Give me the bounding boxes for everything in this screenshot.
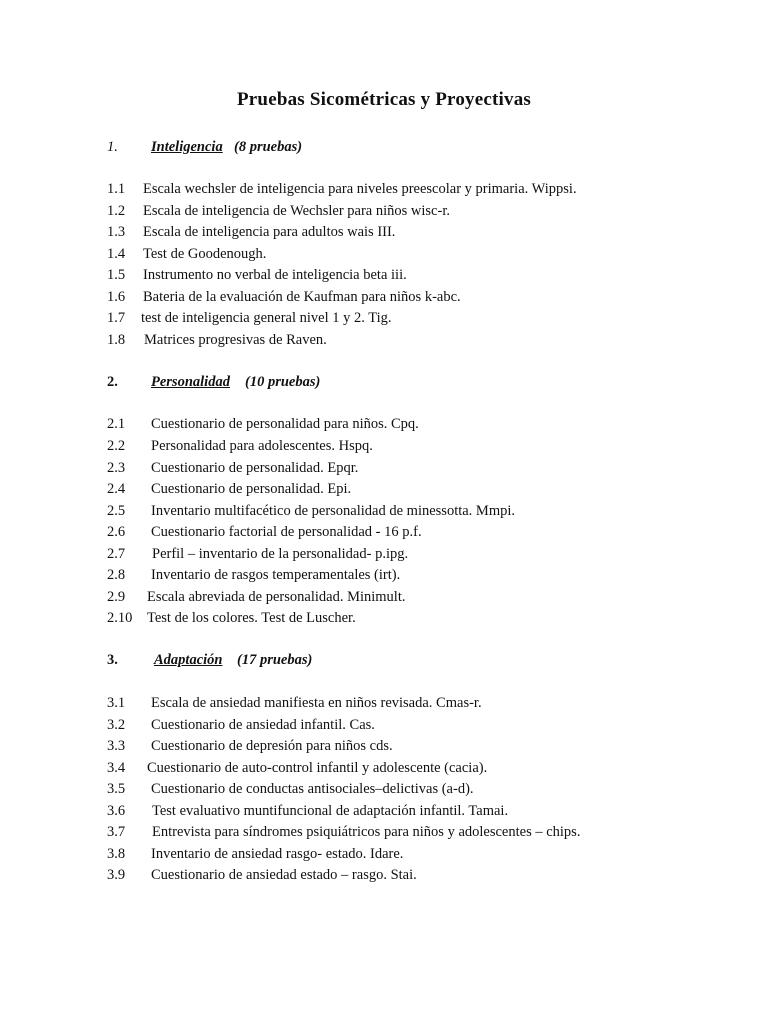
section-name: Inteligencia [151, 139, 223, 155]
section-count: (17 pruebas) [237, 652, 313, 668]
item-number: 2.9 [107, 589, 126, 605]
section-name: Adaptación [154, 652, 223, 668]
item-text: Escala de ansiedad manifiesta en niños revisada. Cmas-r. [151, 695, 482, 711]
item-text: Bateria de la evaluación de Kaufman para niños k-abc. [143, 289, 461, 305]
item-number: 3.9 [107, 867, 126, 883]
item-number: 2.4 [107, 481, 126, 497]
section-count: (10 pruebas) [245, 374, 321, 390]
item-number: 2.2 [107, 438, 126, 454]
item-number: 3.6 [107, 803, 126, 819]
item-number: 2.3 [107, 460, 126, 476]
item-number: 3.2 [107, 717, 126, 733]
item-text: Cuestionario de ansiedad infantil. Cas. [151, 717, 375, 733]
section-heading-inteligencia [107, 139, 303, 156]
item-number: 2.10 [107, 610, 133, 626]
item-number: 2.5 [107, 503, 126, 519]
item-number: 3.1 [107, 695, 126, 711]
item-number: 1.3 [107, 224, 126, 240]
item-number: 3.3 [107, 738, 126, 754]
item-text: Cuestionario de conductas antisociales–delictivas (a-d). [151, 781, 474, 797]
item-number: 2.1 [107, 416, 126, 432]
item-text: Cuestionario de ansiedad estado – rasgo. Stai. [151, 867, 417, 883]
item-number: 3.7 [107, 824, 126, 840]
item-text: Test evaluativo muntifuncional de adaptación infantil. Tamai. [152, 803, 509, 819]
item-number: 2.8 [107, 567, 126, 583]
item-text: Entrevista para síndromes psiquiátricos para niños y adolescentes – chips. [152, 824, 581, 840]
item-number: 2.7 [107, 546, 126, 562]
section-number: 2. [107, 374, 118, 390]
section-heading-personalidad [107, 374, 321, 391]
section-heading-adaptacion [107, 652, 313, 669]
section-name: Personalidad [151, 374, 230, 390]
item-text: Escala de inteligencia de Wechsler para niños wisc-r. [143, 203, 450, 219]
item-text: Cuestionario de personalidad. Epqr. [151, 460, 359, 476]
item-text: Cuestionario de personalidad para niños. Cpq. [151, 416, 419, 432]
item-number: 3.8 [107, 846, 126, 862]
page-title: Pruebas Sicométricas y Proyectivas [236, 89, 532, 110]
section-number: 1. [107, 139, 118, 155]
item-text: Perfil – inventario de la personalidad- p.ipg. [152, 546, 409, 562]
item-number: 1.2 [107, 203, 126, 219]
item-text: Escala wechsler de inteligencia para niveles preescolar y primaria. Wippsi. [143, 181, 577, 197]
item-number: 1.1 [107, 181, 126, 197]
item-text: Cuestionario de depresión para niños cds. [151, 738, 393, 754]
item-number: 1.8 [107, 332, 126, 348]
item-text: Instrumento no verbal de inteligencia beta iii. [143, 267, 407, 283]
item-number: 3.5 [107, 781, 126, 797]
item-text: Matrices progresivas de Raven. [144, 332, 327, 348]
item-number: 1.6 [107, 289, 126, 305]
item-text: Cuestionario de auto-control infantil y adolescente (cacia). [147, 760, 488, 776]
item-text: Personalidad para adolescentes. Hspq. [151, 438, 373, 454]
item-text: Cuestionario factorial de personalidad - 16 p.f. [151, 524, 422, 540]
item-text: Test de los colores. Test de Luscher. [147, 610, 356, 626]
item-text: Inventario de rasgos temperamentales (irt). [151, 567, 401, 583]
section-title [151, 139, 228, 156]
item-number: 1.5 [107, 267, 126, 283]
section-count: (8 pruebas) [234, 139, 303, 155]
item-number: 1.4 [107, 246, 126, 262]
item-text: test de inteligencia general nivel 1 y 2. Tig. [141, 310, 392, 326]
item-text: Inventario de ansiedad rasgo- estado. Idare. [151, 846, 404, 862]
item-text: Escala de inteligencia para adultos wais III. [143, 224, 396, 240]
item-text: Cuestionario de personalidad. Epi. [151, 481, 352, 497]
item-text: Test de Goodenough. [143, 246, 267, 262]
item-number: 2.6 [107, 524, 126, 540]
item-text: Inventario multifacético de personalidad de minessotta. Mmpi. [151, 503, 516, 519]
item-text: Escala abreviada de personalidad. Minimult. [147, 589, 406, 605]
item-number: 3.4 [107, 760, 126, 776]
item-number: 1.7 [107, 310, 126, 326]
section-number: 3. [107, 652, 118, 668]
